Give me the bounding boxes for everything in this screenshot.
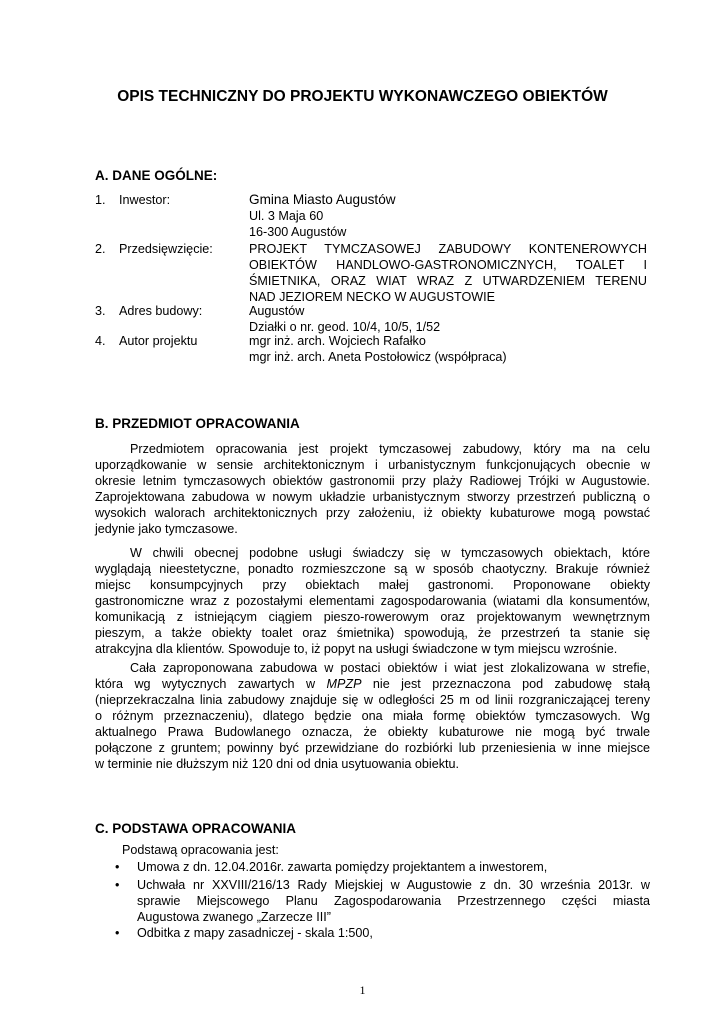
item-label: Przedsięwzięcie: (119, 242, 213, 256)
item-value (249, 192, 647, 240)
project-line: PROJEKT TYMCZASOWEJ ZABUDOWY KONTENEROWYCH (249, 242, 647, 256)
paragraph-line: Przedmiotem opracowania jest projekt tymczasowej zabudowy, który ma na celu (130, 442, 650, 456)
general-item-author (95, 333, 650, 365)
project-line: NAD JEZIOREM NECKO W AUGUSTOWIE (249, 290, 496, 304)
section-a-heading: A. DANE OGÓLNE: (95, 168, 218, 183)
paragraph-line: uporządkowanie w sensie architektonicznym i urbanistycznym funkcjonujących obecnie w (95, 458, 650, 472)
paragraph-line: w terminie nie dłuższym niż 120 dni od dnia usytuowania obiektu. (95, 757, 460, 771)
address-plots: Działki o nr. geod. 10/4, 10/5, 1/52 (249, 320, 441, 334)
list-item-line: Augustowa zwanego „Zarzecze III” (137, 910, 331, 924)
paragraph-line: Zaprojektowana zabudowa w nowym układzie urbanistycznym stworzy przestrzeń publiczną o (95, 490, 650, 504)
bullet-icon: • (115, 878, 120, 892)
paragraph-line-mpzp: która wg wytycznych zawartych w MPZP nie jest przeznaczona pod zabudowę stałą (95, 677, 650, 691)
item-number: 4. (95, 334, 106, 348)
paragraph-line: (nieprzekraczalna linia zabudowy znajduje się w odległości 25 m od linii rozgraniczającej tereny (95, 693, 650, 707)
item-value (249, 303, 647, 335)
list-item-line: sprawie Miejscowego Planu Zagospodarowania Przestrzennego części miasta (137, 894, 650, 908)
document-title: OPIS TECHNICZNY DO PROJEKTU WYKONAWCZEGO OBIEKTÓW (117, 88, 608, 105)
paragraph-line: W chwili obecnej podobne usługi świadczy się w tymczasowych obiektach, które (130, 546, 650, 560)
paragraph-line: wyglądają nieestetyczne, ponadto rozmieszczone są w sposób chaotyczny. Brakuje również (95, 562, 650, 576)
general-item-project (95, 241, 650, 305)
list-item-line: Odbitka z mapy zasadniczej - skala 1:500, (137, 926, 373, 940)
paragraph-line: Cała zaproponowana zabudowa w postaci obiektów i wiat jest zlokalizowana w strefie, (130, 661, 650, 675)
bullet-icon: • (115, 860, 120, 874)
item-value (249, 333, 647, 365)
author-name: mgr inż. arch. Wojciech Rafałko (249, 334, 426, 348)
paragraph-line: połączone z gruntem; powinny być przewidziane do rozbiórki lub przeniesienia w inne miejsce (95, 741, 650, 755)
list-item-line: Uchwała nr XXVIII/216/13 Rady Miejskiej w Augustowie z dn. 30 września 2013r. w (137, 878, 650, 892)
item-value (249, 241, 647, 305)
item-number: 3. (95, 304, 106, 318)
paragraph-line: o różnym przeznaczeniu), dlatego będzie ona miała formę obiektów tymczasowych. Wg (95, 709, 650, 723)
item-number: 2. (95, 242, 106, 256)
paragraph (95, 660, 650, 772)
paragraph-line: jedynie jako tymczasowe. (95, 522, 238, 536)
list-item (115, 925, 650, 941)
paragraph-line: aktualnego Prawa Budowlanego oznacza, że obiekty kubaturowe nie mogą być trwale (95, 725, 650, 739)
list-item (115, 877, 650, 925)
general-item-investor (95, 192, 650, 240)
paragraph (95, 545, 650, 657)
paragraph-line: miejsc konsumpcyjnych przy obiektach małej gastronomi. Proponowane obiekty (95, 578, 650, 592)
item-label: Inwestor: (119, 193, 171, 207)
list-item (115, 859, 650, 875)
mpzp-term: MPZP (326, 677, 362, 691)
investor-name: Gmina Miasto Augustów (249, 192, 396, 207)
paragraph-line: pieszym, a także obiekty toalet oraz śmietnika) spowodują, że przestrzeń ta stanie się (95, 626, 650, 640)
bullet-icon: • (115, 926, 120, 940)
paragraph-line: okresie letnim tymczasowych obiektów gastronomii przy plaży Radiowej Trójki w Augustowie. (95, 474, 650, 488)
author-name: mgr inż. arch. Aneta Postołowicz (współpraca) (249, 350, 507, 364)
project-line: OBIEKTÓW HANDLOWO-GASTRONOMICZNYCH, TOALET I (249, 258, 647, 272)
item-label: Adres budowy: (119, 304, 203, 318)
page-number: 1 (359, 983, 366, 997)
investor-city: 16-300 Augustów (249, 225, 347, 239)
general-item-address (95, 303, 650, 335)
item-label: Autor projektu (119, 334, 198, 348)
paragraph (95, 441, 650, 537)
address-city: Augustów (249, 304, 305, 318)
investor-street: Ul. 3 Maja 60 (249, 209, 324, 223)
project-line: ŚMIETNIKA, ORAZ WIAT WRAZ Z UTWARDZENIEM TERENU (249, 274, 647, 288)
paragraph-line: komunikacją z istniejącym ciągiem pieszo-rowerowym oraz projektowanym wewnętrznym (95, 610, 650, 624)
list-item-line: Umowa z dn. 12.04.2016r. zawarta pomiędzy projektantem a inwestorem, (137, 860, 548, 874)
paragraph-line: atrakcyjna dla klientów. Spowoduje to, iż popyt na usługi świadczone w tym miejscu wzrośnie. (95, 642, 618, 656)
item-number: 1. (95, 193, 106, 207)
section-c-heading: C. PODSTAWA OPRACOWANIA (95, 821, 297, 836)
section-b-heading: B. PRZEDMIOT OPRACOWANIA (95, 416, 300, 431)
basis-intro: Podstawą opracowania jest: (122, 843, 279, 857)
paragraph-line: wysokich walorach architektonicznych przy założeniu, iż obiekty kubaturowe mogą powstać (95, 506, 650, 520)
paragraph-line: gastronomiczne wraz z pozostałymi elementami zagospodarowania (wiatami dla konsumentów, (95, 594, 650, 608)
